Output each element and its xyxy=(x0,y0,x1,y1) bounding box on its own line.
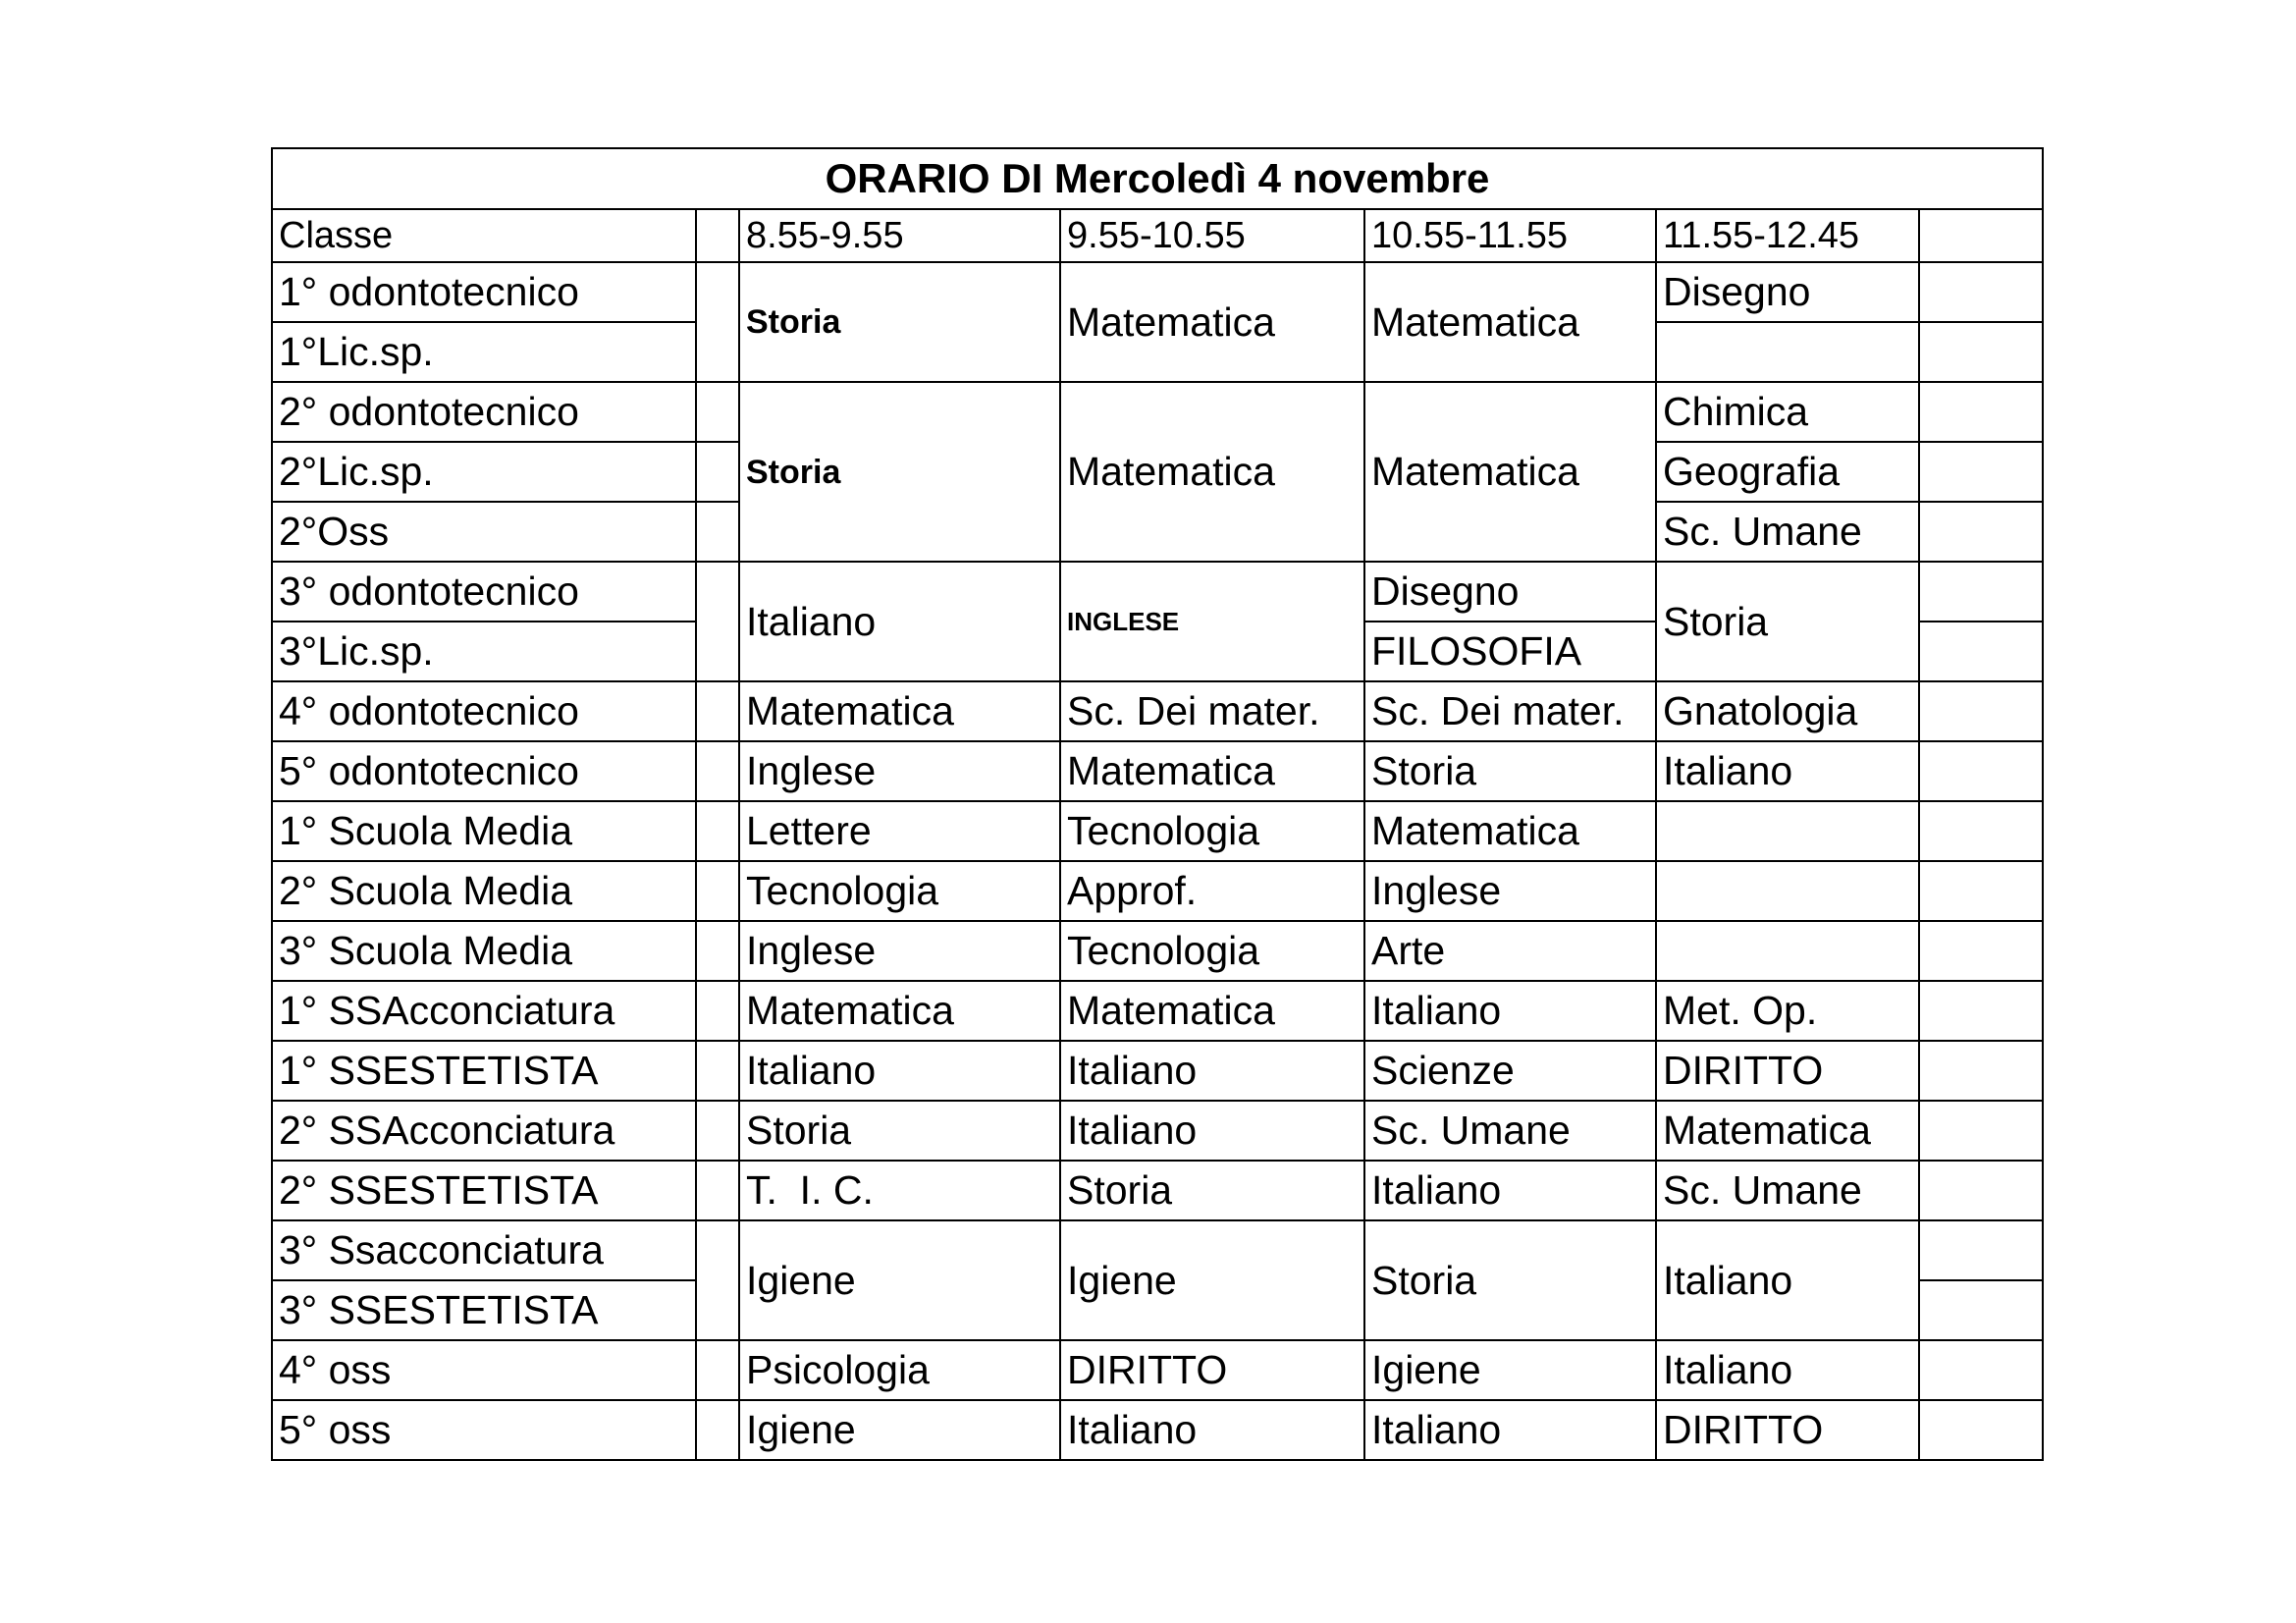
slot-4-cell xyxy=(1656,801,1919,861)
extra-cell xyxy=(1919,262,2043,322)
table-row xyxy=(272,1400,2043,1460)
table-row xyxy=(272,1161,2043,1220)
extra-cell xyxy=(1919,1400,2043,1460)
class-cell: 3° Scuola Media xyxy=(272,921,696,981)
spacer-cell xyxy=(696,801,739,861)
slot-2-cell: Matematica xyxy=(1060,262,1364,382)
slot-2-cell: Italiano xyxy=(1060,1041,1364,1101)
class-cell: 3° Ssacconciatura xyxy=(272,1220,696,1280)
slot-2-cell: Tecnologia xyxy=(1060,801,1364,861)
spacer-cell xyxy=(696,741,739,801)
class-cell: 1° Scuola Media xyxy=(272,801,696,861)
slot-3-cell: Italiano xyxy=(1364,1161,1656,1220)
slot-2-cell: Approf. xyxy=(1060,861,1364,921)
extra-cell xyxy=(1919,681,2043,741)
slot-4-cell: Matematica xyxy=(1656,1101,1919,1161)
spacer-cell xyxy=(696,1161,739,1220)
spacer-cell xyxy=(696,502,739,562)
slot-4-cell: Met. Op. xyxy=(1656,981,1919,1041)
class-cell: 4° oss xyxy=(272,1340,696,1400)
table-row xyxy=(272,801,2043,861)
class-cell: 3°Lic.sp. xyxy=(272,622,696,681)
extra-cell xyxy=(1919,1161,2043,1220)
class-cell: 3° odontotecnico xyxy=(272,562,696,622)
spacer-cell xyxy=(696,861,739,921)
slot-4-cell: Sc. Umane xyxy=(1656,1161,1919,1220)
slot-3-cell: Matematica xyxy=(1364,262,1656,382)
slot-1-cell: Igiene xyxy=(739,1400,1060,1460)
table-row xyxy=(272,382,2043,442)
spacer-cell xyxy=(696,442,739,502)
timetable-sheet xyxy=(271,147,2042,1487)
extra-cell xyxy=(1919,442,2043,502)
header-slot-3: 10.55-11.55 xyxy=(1364,209,1656,262)
header-classe: Classe xyxy=(272,209,696,262)
extra-cell xyxy=(1919,981,2043,1041)
slot-3-cell: Matematica xyxy=(1364,801,1656,861)
extra-cell xyxy=(1919,562,2043,622)
extra-cell xyxy=(1919,1220,2043,1280)
slot-4-cell: Italiano xyxy=(1656,741,1919,801)
table-row xyxy=(272,981,2043,1041)
slot-3-cell: FILOSOFIA xyxy=(1364,622,1656,681)
slot-1-cell: Psicologia xyxy=(739,1340,1060,1400)
slot-4-cell: Italiano xyxy=(1656,1340,1919,1400)
slot-2-cell: Italiano xyxy=(1060,1400,1364,1460)
spacer-cell xyxy=(696,921,739,981)
slot-2-cell: Italiano xyxy=(1060,1101,1364,1161)
header-extra xyxy=(1919,209,2043,262)
class-cell: 2° SSAcconciatura xyxy=(272,1101,696,1161)
header-spacer xyxy=(696,209,739,262)
slot-3-cell: Scienze xyxy=(1364,1041,1656,1101)
header-row xyxy=(272,209,2043,262)
slot-1-cell: Matematica xyxy=(739,981,1060,1041)
slot-3-cell: Italiano xyxy=(1364,1400,1656,1460)
extra-cell xyxy=(1919,861,2043,921)
spacer-cell xyxy=(696,562,739,681)
slot-1-cell: Matematica xyxy=(739,681,1060,741)
slot-1-cell: Lettere xyxy=(739,801,1060,861)
slot-3-cell: Matematica xyxy=(1364,382,1656,562)
spacer-cell xyxy=(696,1400,739,1460)
slot-1-cell: T. I. C. xyxy=(739,1161,1060,1220)
class-cell: 5° oss xyxy=(272,1400,696,1460)
slot-2-cell: Sc. Dei mater. xyxy=(1060,681,1364,741)
slot-3-cell: Storia xyxy=(1364,1220,1656,1340)
header-slot-1: 8.55-9.55 xyxy=(739,209,1060,262)
table-row xyxy=(272,921,2043,981)
table-row xyxy=(272,562,2043,622)
slot-4-cell xyxy=(1656,861,1919,921)
slot-4-cell: Italiano xyxy=(1656,1220,1919,1340)
class-cell: 1°Lic.sp. xyxy=(272,322,696,382)
title-row xyxy=(272,148,2043,209)
slot-3-cell: Sc. Umane xyxy=(1364,1101,1656,1161)
slot-4-cell: Storia xyxy=(1656,562,1919,681)
spacer-cell xyxy=(696,262,739,382)
slot-2-cell: Storia xyxy=(1060,1161,1364,1220)
extra-cell xyxy=(1919,502,2043,562)
slot-4-cell: Chimica xyxy=(1656,382,1919,442)
slot-3-cell: Storia xyxy=(1364,741,1656,801)
extra-cell xyxy=(1919,622,2043,681)
slot-1-cell: Storia xyxy=(739,1101,1060,1161)
slot-3-cell: Igiene xyxy=(1364,1340,1656,1400)
slot-4-cell xyxy=(1656,921,1919,981)
class-cell: 3° SSESTETISTA xyxy=(272,1280,696,1340)
slot-1-cell: Igiene xyxy=(739,1220,1060,1340)
slot-4-cell: Disegno xyxy=(1656,262,1919,322)
slot-4-cell: Gnatologia xyxy=(1656,681,1919,741)
spacer-cell xyxy=(696,1101,739,1161)
slot-2-cell: Matematica xyxy=(1060,382,1364,562)
slot-2-cell: Igiene xyxy=(1060,1220,1364,1340)
class-cell: 2°Lic.sp. xyxy=(272,442,696,502)
slot-1-cell: Storia xyxy=(739,382,1060,562)
slot-1-cell: Storia xyxy=(739,262,1060,382)
table-row xyxy=(272,262,2043,322)
table-row xyxy=(272,861,2043,921)
extra-cell xyxy=(1919,741,2043,801)
class-cell: 2° Scuola Media xyxy=(272,861,696,921)
class-cell: 5° odontotecnico xyxy=(272,741,696,801)
slot-2-cell: Tecnologia xyxy=(1060,921,1364,981)
extra-cell xyxy=(1919,322,2043,382)
slot-2-cell: INGLESE xyxy=(1060,562,1364,681)
slot-1-cell: Italiano xyxy=(739,562,1060,681)
extra-cell xyxy=(1919,1340,2043,1400)
class-cell: 1° odontotecnico xyxy=(272,262,696,322)
slot-3-cell: Sc. Dei mater. xyxy=(1364,681,1656,741)
table-row xyxy=(272,681,2043,741)
slot-3-cell: Disegno xyxy=(1364,562,1656,622)
spacer-cell xyxy=(696,1041,739,1101)
slot-3-cell: Inglese xyxy=(1364,861,1656,921)
slot-2-cell: Matematica xyxy=(1060,981,1364,1041)
slot-4-cell: Sc. Umane xyxy=(1656,502,1919,562)
spacer-cell xyxy=(696,1340,739,1400)
slot-1-cell: Inglese xyxy=(739,741,1060,801)
table-row xyxy=(272,1340,2043,1400)
class-cell: 2° odontotecnico xyxy=(272,382,696,442)
table-row xyxy=(272,741,2043,801)
extra-cell xyxy=(1919,1041,2043,1101)
slot-1-cell: Italiano xyxy=(739,1041,1060,1101)
extra-cell xyxy=(1919,1280,2043,1340)
class-cell: 1° SSESTETISTA xyxy=(272,1041,696,1101)
table-row xyxy=(272,1220,2043,1280)
extra-cell xyxy=(1919,921,2043,981)
page-title: ORARIO DI Mercoledì 4 novembre xyxy=(272,148,2043,209)
slot-4-cell: Geografia xyxy=(1656,442,1919,502)
class-cell: 2°Oss xyxy=(272,502,696,562)
spacer-cell xyxy=(696,981,739,1041)
header-slot-4: 11.55-12.45 xyxy=(1656,209,1919,262)
table-row xyxy=(272,1101,2043,1161)
spacer-cell xyxy=(696,681,739,741)
slot-1-cell: Tecnologia xyxy=(739,861,1060,921)
class-cell: 2° SSESTETISTA xyxy=(272,1161,696,1220)
extra-cell xyxy=(1919,801,2043,861)
spacer-cell xyxy=(696,382,739,442)
class-cell: 1° SSAcconciatura xyxy=(272,981,696,1041)
extra-cell xyxy=(1919,382,2043,442)
table-row xyxy=(272,1041,2043,1101)
slot-3-cell: Italiano xyxy=(1364,981,1656,1041)
slot-2-cell: Matematica xyxy=(1060,741,1364,801)
slot-4-cell: DIRITTO xyxy=(1656,1041,1919,1101)
slot-3-cell: Arte xyxy=(1364,921,1656,981)
header-slot-2: 9.55-10.55 xyxy=(1060,209,1364,262)
slot-4-cell: DIRITTO xyxy=(1656,1400,1919,1460)
slot-2-cell: DIRITTO xyxy=(1060,1340,1364,1400)
slot-4-cell xyxy=(1656,322,1919,382)
class-cell: 4° odontotecnico xyxy=(272,681,696,741)
slot-1-cell: Inglese xyxy=(739,921,1060,981)
spacer-cell xyxy=(696,1220,739,1340)
timetable xyxy=(271,147,2044,1461)
extra-cell xyxy=(1919,1101,2043,1161)
